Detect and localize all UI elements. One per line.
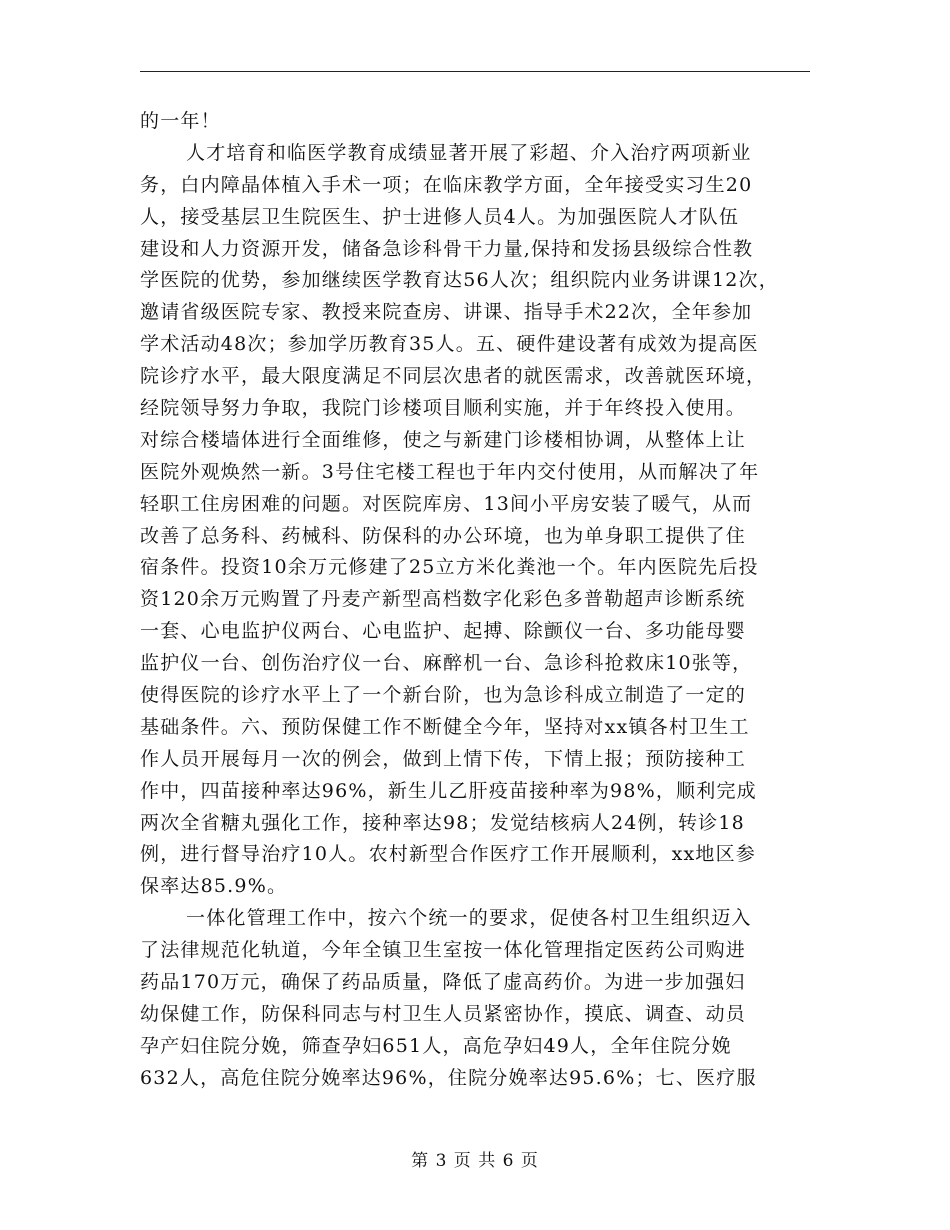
text-line: 药品170万元，确保了药品质量，降低了虚高药价。为进一步加强妇 — [140, 971, 746, 994]
text-line: 一体化管理工作中，按六个统一的要求，促使各村卫生组织迈入 — [186, 907, 752, 930]
text-line: 监护仪一台、创伤治疗仪一台、麻醉机一台、急诊科抢救床10张等， — [140, 652, 753, 675]
text-line: 一套、心电监护仪两台、心电监护、起搏、除颤仪一台、多功能母婴 — [140, 620, 747, 643]
text-line: 邀请省级医院专家、教授来院查房、讲课、指导手术22次，全年参加 — [140, 301, 753, 324]
text-line: 的一年！ — [140, 110, 221, 132]
text-line: 幼保健工作，防保科同志与村卫生人员紧密协作，摸底、调查、动员 — [140, 1002, 747, 1025]
text-line: 作中，四苗接种率达96%，新生儿乙肝疫苗接种率为98%，顺利完成 — [140, 779, 757, 802]
text-line: 院诊疗水平，最大限度满足不同层次患者的就医需求，改善就医环境， — [140, 365, 767, 388]
text-line: 学医院的优势，参加继续医学教育达56人次；组织院内业务讲课12次， — [140, 269, 779, 292]
document-body — [140, 106, 812, 1095]
text-line: 例，进行督导治疗10人。农村新型合作医疗工作开展顺利，xx地区参 — [140, 843, 757, 866]
text-line: 孕产妇住院分娩，筛查孕妇651人，高危孕妇49人，全年住院分娩 — [140, 1034, 732, 1057]
text-line: 使得医院的诊疗水平上了一个新台阶，也为急诊科成立制造了一定的 — [140, 684, 747, 707]
text-line: 人，接受基层卫生院医生、护士进修人员4人。为加强医院人才队伍 — [140, 205, 740, 228]
text-line: 632人，高危住院分娩率达96%，住院分娩率达95.6%；七、医疗服 — [140, 1066, 757, 1089]
text-line: 改善了总务科、药械科、防保科的办公环境，也为单身职工提供了住 — [140, 524, 747, 547]
text-line: 两次全省糖丸强化工作，接种率达98；发觉结核病人24例，转诊18 — [140, 811, 745, 834]
text-line: 学术活动48次；参加学历教育35人。五、硬件建设著有成效为提高医 — [140, 333, 759, 356]
page-number: 第 3 页 共 6 页 — [411, 1151, 539, 1171]
text-line: 经院领导努力争取，我院门诊楼项目顺利实施，并于年终投入使用。 — [140, 397, 747, 420]
text-line: 建设和人力资源开发，储备急诊科骨干力量,保持和发扬县级综合性教 — [140, 237, 754, 260]
text-line: 资120余万元购置了丹麦产新型高档数字化彩色多普勒超声诊断系统 — [140, 588, 746, 611]
text-line: 了法律规范化轨道，今年全镇卫生室按一体化管理指定医药公司购进 — [140, 939, 747, 962]
text-line: 保率达85.9%。 — [140, 875, 288, 898]
text-line: 轻职工住房困难的问题。对医院库房、13间小平房安装了暖气，从而 — [140, 492, 753, 515]
text-line: 人才培育和临医学教育成绩显著开展了彩超、介入治疗两项新业 — [186, 141, 752, 164]
text-line: 基础条件。六、预防保健工作不断健全今年，坚持对xx镇各村卫生工 — [140, 715, 750, 738]
text-line: 医院外观焕然一新。3号住宅楼工程也于年内交付使用，从而解决了年 — [140, 460, 760, 483]
text-line: 作人员开展每月一次的例会，做到上情下传，下情上报；预防接种工 — [140, 747, 747, 770]
text-line: 务，白内障晶体植入手术一项；在临床教学方面，全年接受实习生20 — [140, 173, 753, 196]
header-rule — [140, 71, 810, 72]
text-line: 宿条件。投资10余万元修建了25立方米化粪池一个。年内医院先后投 — [140, 556, 759, 579]
text-line: 对综合楼墙体进行全面维修，使之与新建门诊楼相协调，从整体上让 — [140, 428, 747, 451]
